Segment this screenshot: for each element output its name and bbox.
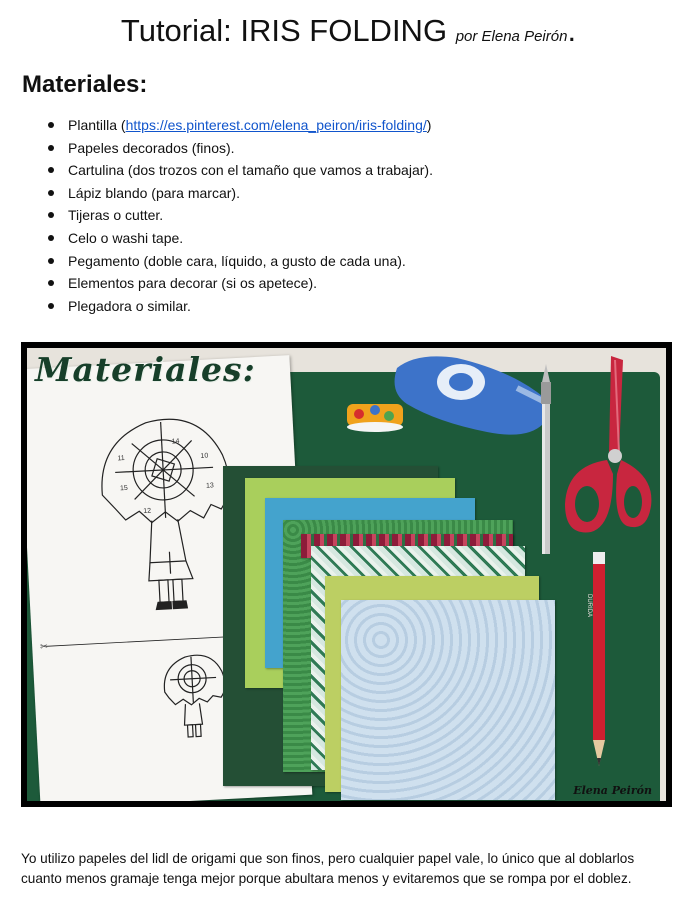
svg-text:10: 10 — [200, 452, 209, 460]
bullet-icon — [48, 235, 54, 241]
bullet-icon — [48, 122, 54, 128]
materials-photo — [21, 342, 672, 807]
template-link[interactable]: https://es.pinterest.com/elena_peiron/iris-folding/ — [125, 117, 427, 133]
bullet-icon — [48, 303, 54, 309]
bullet-icon — [48, 212, 54, 218]
photo-signature: Elena Peirón — [573, 784, 652, 797]
title-byline: por Elena Peirón — [455, 28, 568, 45]
list-item — [48, 250, 433, 273]
svg-text:✂: ✂ — [39, 641, 49, 652]
list-item — [48, 137, 433, 160]
item-text: Tijeras o cutter. — [68, 207, 164, 224]
materials-list — [48, 114, 433, 317]
bullet-icon — [48, 145, 54, 151]
list-item — [48, 227, 433, 250]
list-item — [48, 114, 433, 137]
svg-text:15: 15 — [119, 484, 129, 493]
photo-scene — [27, 348, 666, 801]
item-text: Pegamento (doble cara, líquido, a gusto de cada una). — [68, 252, 406, 269]
paragraph-line: cuanto menos gramaje tenga mejor porque abultara menos y evitaremos que se rompa por el doblez. — [21, 871, 632, 886]
bullet-icon — [48, 190, 54, 196]
item-text: Plantilla ( — [68, 117, 126, 133]
paragraph-line: Yo utilizo papeles del lidl de origami que son finos, pero cualquier papel vale, lo único que al doblarlos — [21, 851, 635, 866]
title-main: Tutorial: IRIS FOLDING — [120, 13, 448, 48]
item-text: Celo o washi tape. — [68, 229, 184, 246]
list-item — [48, 159, 433, 182]
bullet-icon — [48, 167, 54, 173]
item-text: Lápiz blando (para marcar). — [68, 184, 240, 201]
title-end: . — [567, 13, 577, 48]
list-item — [48, 272, 433, 295]
photo-title: Materiales: — [35, 350, 256, 389]
bullet-icon — [48, 258, 54, 264]
page-title — [0, 12, 697, 56]
pencil-brand: DURIDA — [586, 594, 592, 618]
item-text: Papeles decorados (finos). — [68, 139, 235, 156]
svg-text:12: 12 — [143, 507, 152, 516]
scissors — [557, 356, 657, 544]
pencil — [587, 552, 611, 772]
item-text: Cartulina (dos trozos con el tamaño que vamos a trabajar). — [68, 162, 433, 179]
bullet-icon — [48, 280, 54, 286]
item-text: Elementos para decorar (si os apetece). — [68, 275, 318, 292]
paper-light-blue-swirl — [341, 600, 555, 800]
list-item — [48, 204, 433, 227]
svg-text:14: 14 — [171, 438, 180, 446]
section-heading: Materiales: — [22, 71, 148, 98]
craft-knife — [533, 364, 559, 560]
svg-text:13: 13 — [205, 482, 215, 490]
list-item — [48, 182, 433, 205]
list-item — [48, 295, 433, 318]
body-paragraph — [21, 849, 681, 889]
item-text: Plegadora o similar. — [68, 297, 191, 314]
svg-text:11: 11 — [117, 454, 125, 463]
item-text: ) — [426, 117, 432, 133]
